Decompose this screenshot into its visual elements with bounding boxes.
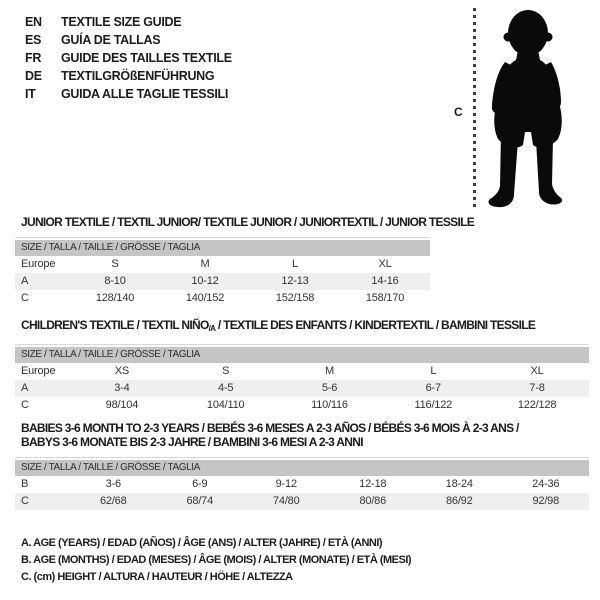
language-label: GUIDE DES TAILLES TEXTILE (61, 51, 232, 65)
language-code: FR (25, 51, 42, 65)
table-cell: 122/128 (517, 399, 557, 411)
language-code: EN (25, 15, 42, 29)
table-cell: 116/122 (414, 399, 453, 411)
measurement-legend (21, 535, 411, 586)
table-title-line (21, 215, 474, 229)
table-cell: 104/110 (206, 399, 245, 411)
children-textile-section (15, 318, 589, 414)
table-row (15, 256, 430, 273)
table-cell: 12-18 (359, 478, 387, 490)
language-row (25, 85, 232, 103)
table-cell: 3-6 (105, 478, 121, 490)
language-label: GUÍA DE TALLAS (61, 33, 161, 47)
table-cell: 14-16 (371, 275, 399, 287)
table-cell: 8-10 (104, 275, 126, 287)
table-title-text: BABIES 3-6 MONTH TO 2-3 YEARS / BEBÉS 3-6 MESES A 2-3 AÑOS / BÉBÉS 3-6 MOIS À 2-3 ANS / (21, 421, 519, 435)
row-label: B (21, 478, 29, 490)
table-cell: 62/68 (99, 495, 127, 507)
table-cell: M (325, 365, 334, 377)
table-cell: 86/92 (445, 495, 473, 507)
height-dotted-line (473, 8, 476, 209)
table-cell: 6-7 (425, 382, 441, 394)
table-cell: 68/74 (186, 495, 214, 507)
language-code: DE (25, 69, 42, 83)
table-cell: XL (378, 258, 392, 270)
table-row (15, 397, 589, 414)
junior-textile-section (15, 215, 474, 307)
language-label: TEXTILE SIZE GUIDE (61, 15, 182, 29)
children-textile-table (15, 344, 589, 414)
table-cell: 152/158 (275, 292, 315, 304)
table-cell: 12-13 (281, 275, 309, 287)
children-textile-title (15, 318, 589, 336)
table-cell: XS (114, 365, 130, 377)
table-cell: 80/86 (359, 495, 387, 507)
table-title-text: CHILDREN'S TEXTILE / TEXTIL NIÑO (21, 318, 209, 332)
language-label: GUIDA ALLE TAGLIE TESSILI (61, 87, 229, 101)
table-cell: 5-6 (321, 382, 338, 394)
table-cell: 4-5 (218, 382, 234, 394)
table-cell: 3-4 (114, 382, 130, 394)
row-label: Europe (21, 258, 56, 270)
babies-textile-section (15, 421, 589, 510)
row-label: C (21, 399, 29, 411)
table-row (15, 380, 589, 397)
table-row (15, 493, 589, 510)
table-title-line (21, 318, 589, 336)
table-title-line (21, 435, 589, 449)
language-row (25, 49, 232, 67)
language-row (25, 67, 232, 85)
table-title-text: / TEXTILE DES ENFANTS / KINDERTEXTIL / BAMBINI TESSILE (215, 318, 536, 332)
table-cell: 128/140 (95, 292, 135, 304)
table-cell: 18-24 (445, 478, 473, 490)
table-cell: 24-36 (532, 478, 560, 490)
table-cell: 92/98 (532, 495, 560, 507)
table-cell: S (111, 258, 119, 270)
table-row (15, 476, 589, 493)
table-cell: 6-9 (192, 478, 208, 490)
table-cell: 110/116 (311, 399, 348, 411)
language-label: TEXTILGRÖßENFÜHRUNG (61, 69, 215, 83)
size-header-bar: SIZE / TALLA / TAILLE / GRÖSSE / TAGLIA (15, 347, 589, 363)
table-row (15, 290, 430, 307)
table-cell: L (292, 258, 298, 270)
babies-textile-title (15, 421, 589, 449)
row-label: A (21, 275, 29, 287)
table-title-text: /A (208, 324, 216, 333)
table-cell: XL (530, 365, 544, 377)
row-label: C (21, 495, 29, 507)
table-cell: 158/170 (365, 292, 405, 304)
size-header-bar: SIZE / TALLA / TAILLE / GRÖSSE / TAGLIA (15, 460, 589, 476)
row-label: C (21, 292, 29, 304)
table-cell: 9-12 (275, 478, 297, 490)
language-row (25, 31, 232, 49)
size-header-bar: SIZE / TALLA / TAILLE / GRÖSSE / TAGLIA (15, 240, 430, 256)
table-cell: S (222, 365, 230, 377)
junior-textile-table (15, 237, 430, 307)
table-cell: L (430, 365, 437, 377)
table-cell: 74/80 (272, 495, 300, 507)
table-row (15, 363, 589, 380)
table-cell: 7-8 (529, 382, 545, 394)
legend-line-b: B. AGE (MONTHS) / EDAD (MESES) / ÂGE (MOIS) / ALTER (MONATE) / ETÀ (MESI) (21, 554, 412, 566)
junior-textile-title (15, 215, 474, 229)
row-label: A (21, 382, 29, 394)
table-cell: 140/152 (185, 292, 225, 304)
table-cell: 98/104 (105, 399, 139, 411)
table-row (15, 273, 430, 290)
height-marker-label: C (454, 105, 463, 119)
table-cell: M (200, 258, 210, 270)
language-code: IT (25, 87, 36, 101)
legend-line-a: A. AGE (YEARS) / EDAD (AÑOS) / ÂGE (ANS) / ALTER (JAHRE) / ETÀ (ANNI) (21, 537, 383, 549)
row-label: Europe (21, 365, 56, 377)
legend-line-c: C. (cm) HEIGHT / ALTURA / HAUTEUR / HÖHE / ALTEZZA (21, 571, 293, 583)
language-title-list (25, 13, 232, 103)
table-title-text: BABYS 3-6 MONATE BIS 2-3 JAHRE / BAMBINI 3-6 MESI A 2-3 ANNI (21, 435, 363, 449)
baby-silhouette-image (485, 8, 569, 208)
language-code: ES (25, 33, 42, 47)
table-cell: 10-12 (191, 275, 219, 287)
table-title-text: JUNIOR TEXTILE / TEXTIL JUNIOR/ TEXTILE JUNIOR / JUNIORTEXTIL / JUNIOR TESSILE (21, 215, 475, 229)
language-row (25, 13, 232, 31)
babies-textile-table (15, 457, 589, 510)
table-title-line (21, 421, 589, 435)
